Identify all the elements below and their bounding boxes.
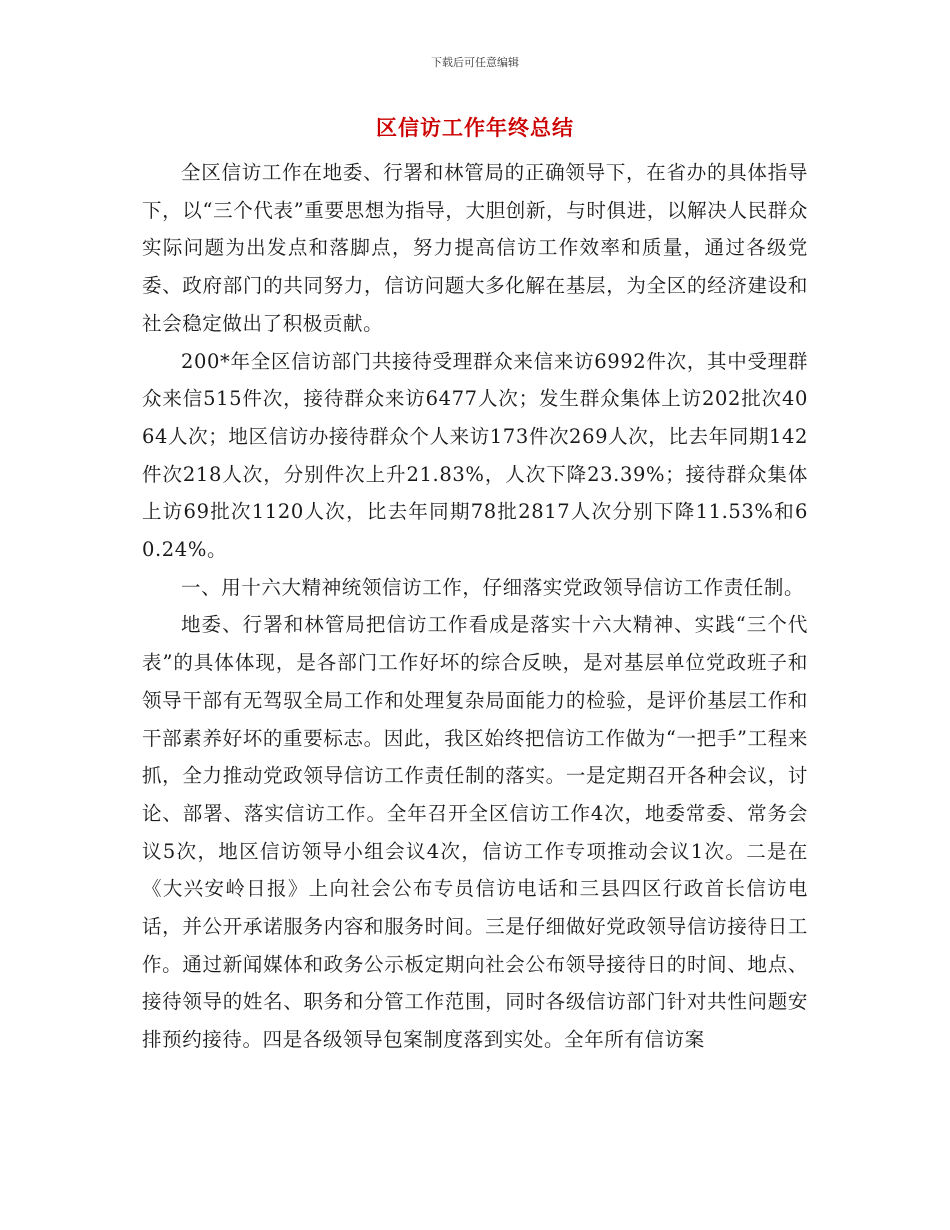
- paragraph-responsibility: 地委、行署和林管局把信访工作看成是落实十六大精神、实践“三个代表”的具体体现，是各部门工作好坏的综合反映，是对基层单位党政班子和领导干部有无驾驭全局工作和处理复杂局面能力的检验，是评价基层工作和干部素养好坏的重要标志。因此，我区始终把信访工作做为“一把手”工程来抓，全力推动党政领导信访工作责任制的落实。一是定期召开各种会议，讨论、部署、落实信访工作。全年召开全区信访工作4次，地委常委、常务会议5次，地区信访领导小组会议4次，信访工作专项推动会议1次。二是在《大兴安岭日报》上向社会公布专员信访电话和三县四区行政首长信访电话，并公开承诺服务内容和服务时间。三是仔细做好党政领导信访接待日工作。通过新闻媒体和政务公示板定期向社会公布领导接待日的时间、地点、接待领导的姓名、职务和分管工作范围，同时各级信访部门针对共性问题安排预约接待。四是各级领导包案制度落到实处。全年所有信访案: [142, 613, 808, 1052]
- document-body: [142, 154, 808, 1059]
- document-title: 区信访工作年终总结: [376, 116, 574, 140]
- paragraph-intro: 全区信访工作在地委、行署和林管局的正确领导下，在省办的具体指导下，以“三个代表”重要思想为指导，大胆创新，与时俱进，以解决人民群众实际问题为出发点和落脚点，努力提高信访工作效率和质量，通过各级党委、政府部门的共同努力，信访问题大多化解在基层，为全区的经济建设和社会稳定做出了积极贡献。: [142, 161, 808, 335]
- header-note: 下载后可任意编辑: [431, 56, 519, 69]
- paragraph-statistics: 200*年全区信访部门共接待受理群众来信来访6992件次，其中受理群众来信515件次，接待群众来访6477人次；发生群众集体上访202批次4064人次；地区信访办接待群众个人来访173件次269人次，比去年同期142件次218人次，分别件次上升21.83%，人次下降23.39%；接待群众集体上访69批次1120人次，比去年同期78批2817人次分别下降11.53%和60.24%。: [142, 349, 808, 562]
- paragraph-section-heading: 一、用十六大精神统领信访工作，仔细落实党政领导信访工作责任制。: [181, 575, 805, 599]
